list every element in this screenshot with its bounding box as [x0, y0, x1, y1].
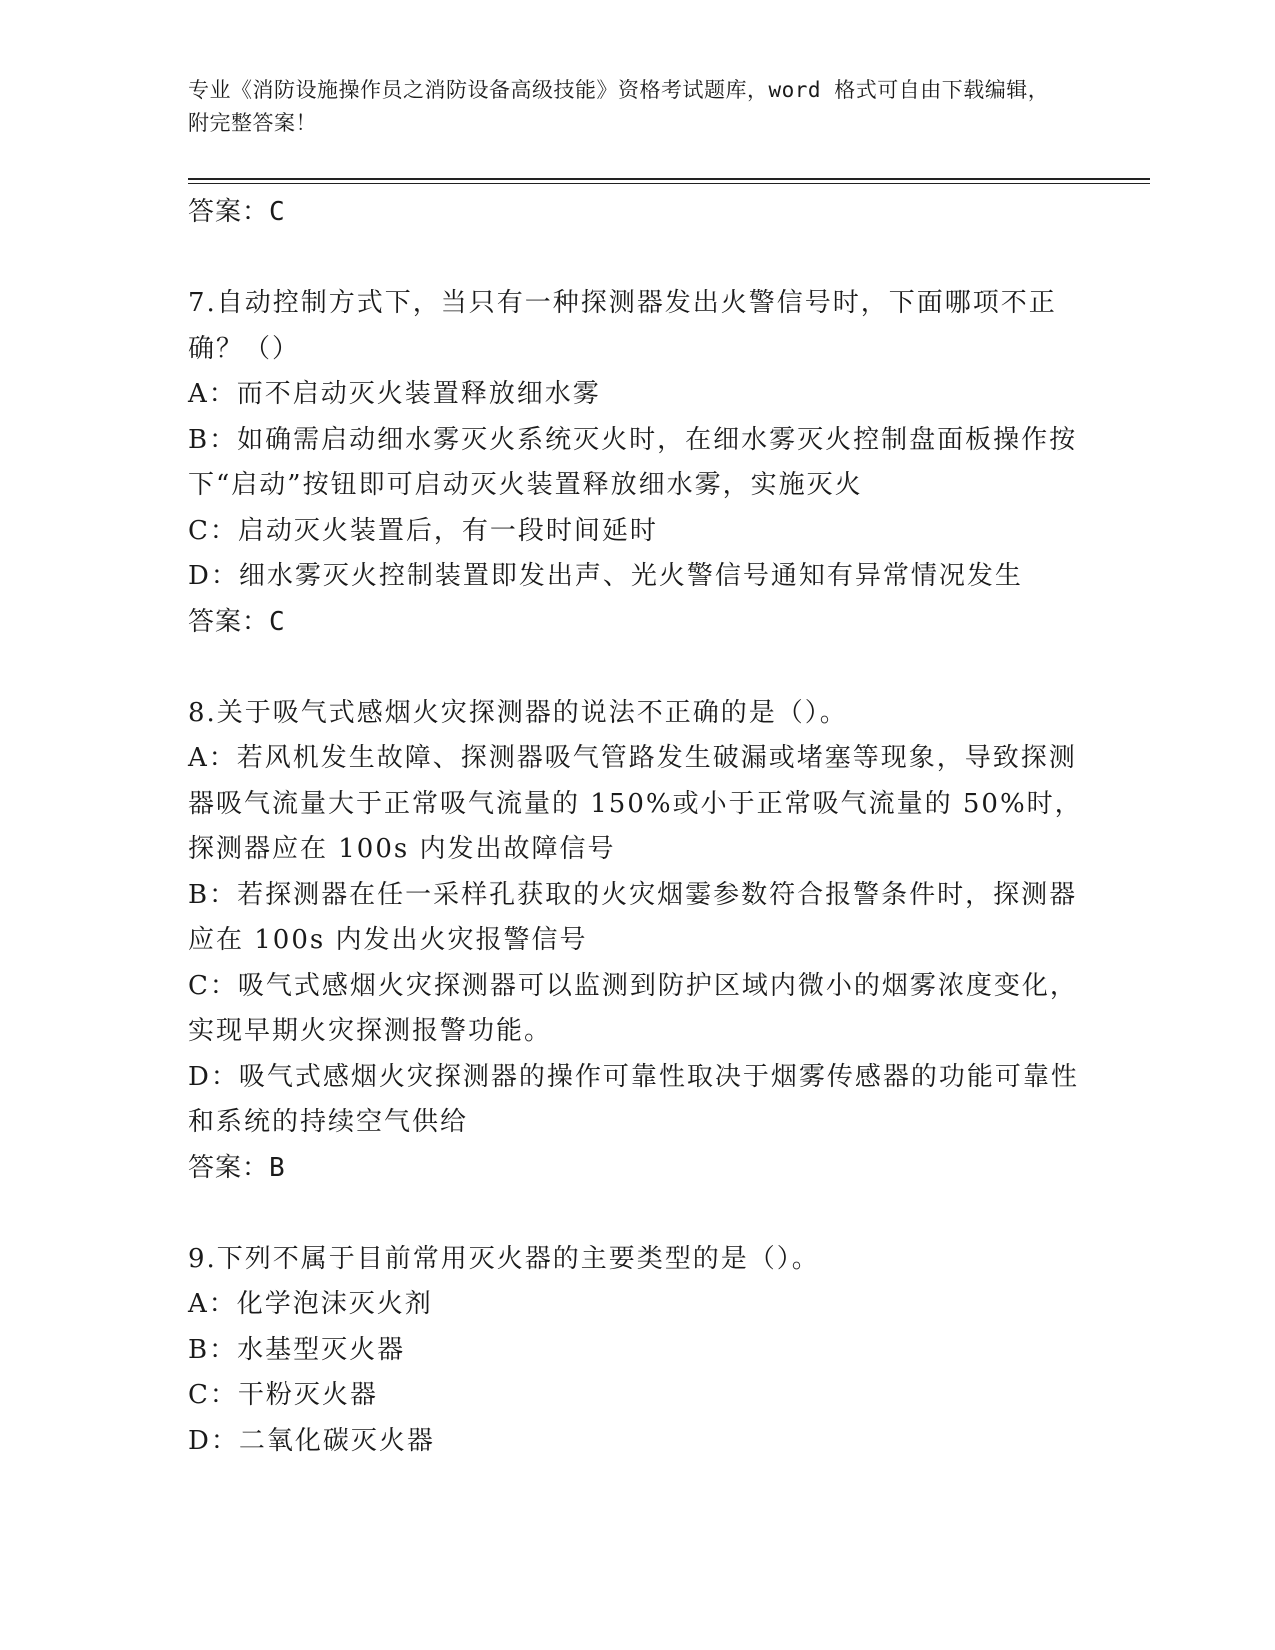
question-8 — [188, 691, 1088, 1192]
answer: 答案：B — [188, 1152, 286, 1183]
option-c: C：吸气式感烟火灾探测器可以监测到防护区域内微小的烟雾浓度变化，实现早期火灾探测报警功能。 — [188, 970, 1078, 1046]
answer: 答案：C — [188, 606, 286, 637]
question-stem: 7.自动控制方式下，当只有一种探测器发出火警信号时，下面哪项不正确？（） — [188, 288, 1057, 364]
option-c: C：干粉灭火器 — [188, 1380, 378, 1410]
question-stem: 9.下列不属于目前常用灭火器的主要类型的是（）。 — [188, 1243, 820, 1274]
option-d: D：吸气式感烟火灾探测器的操作可靠性取决于烟雾传感器的功能可靠性和系统的持续空气供给 — [188, 1061, 1079, 1137]
question-7 — [188, 281, 1088, 645]
question-9 — [188, 1237, 1088, 1465]
option-b: B：若探测器在任一采样孔获取的火灾烟霎参数符合报警条件时，探测器应在 100s 内发出火灾报警信号 — [188, 879, 1078, 955]
option-b: B：水基型灭火器 — [188, 1334, 406, 1365]
option-a: A：若风机发生故障、探测器吸气管路发生破漏或堵塞等现象，导致探测器吸气流量大于正常吸气流量的 150%或小于正常吸气流量的 50%时，探测器应在 100s 内发出故障信号 — [188, 743, 1083, 864]
option-a: A：而不启动灭火装置释放细水雾 — [188, 379, 601, 409]
header-text: 专业《消防设施操作员之消防设备高级技能》资格考试题库，word 格式可自由下载编辑，附完整答案！ — [188, 78, 1050, 135]
option-c: C：启动灭火装置后，有一段时间延时 — [188, 515, 658, 546]
option-d: D：二氧化碳灭火器 — [188, 1425, 435, 1456]
document-header — [188, 74, 1068, 140]
document-body — [188, 190, 1088, 1464]
previous-answer: 答案：C — [188, 197, 286, 227]
option-b: B：如确需启动细水雾灭火系统灭火时，在细水雾灭火控制盘面板操作按下“启动”按钮即可启动灭火装置释放细水雾，实施灭火 — [188, 424, 1078, 500]
question-stem: 8.关于吸气式感烟火灾探测器的说法不正确的是（）。 — [188, 697, 848, 728]
header-divider-thin — [188, 183, 1150, 184]
header-divider-thick — [188, 178, 1150, 180]
option-d: D：细水雾灭火控制装置即发出声、光火警信号通知有异常情况发生 — [188, 561, 1023, 591]
option-a: A：化学泡沫灭火剂 — [188, 1289, 433, 1319]
